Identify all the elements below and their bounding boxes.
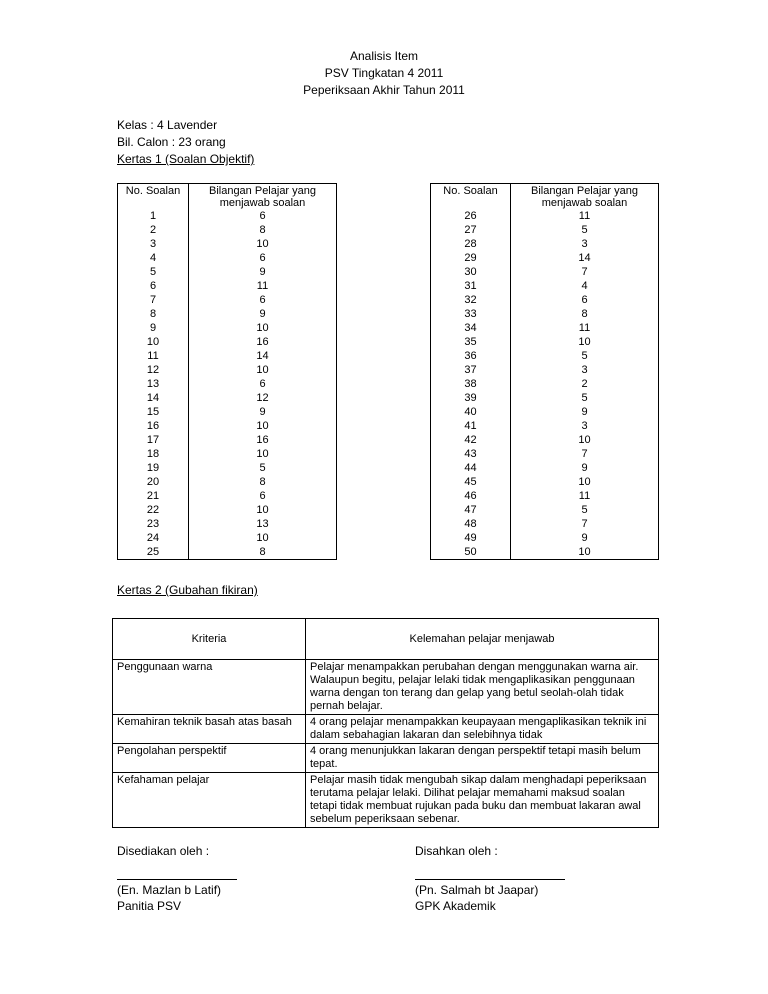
student-count: 9	[511, 461, 659, 475]
table-row	[431, 391, 659, 405]
header-kriteria: Kriteria	[113, 619, 306, 660]
student-count: 3	[511, 419, 659, 433]
question-number: 16	[118, 419, 189, 433]
question-number: 21	[118, 489, 189, 503]
weakness-cell: 4 orang pelajar menampakkan keupayaan mengaplikasikan teknik ini dalam sebahagian lakaran dan selebihnya tidak	[306, 715, 659, 744]
student-count: 5	[511, 223, 659, 237]
student-count: 5	[511, 349, 659, 363]
student-count: 10	[189, 419, 337, 433]
student-count: 11	[511, 489, 659, 503]
question-number: 10	[118, 335, 189, 349]
criteria-row	[113, 773, 659, 828]
question-number: 37	[431, 363, 511, 377]
student-count: 9	[511, 405, 659, 419]
student-count: 5	[189, 461, 337, 475]
table-row	[118, 307, 337, 321]
student-count: 7	[511, 447, 659, 461]
table-row	[118, 349, 337, 363]
question-number: 3	[118, 237, 189, 251]
table-row	[431, 321, 659, 335]
question-number: 7	[118, 293, 189, 307]
table-row	[431, 251, 659, 265]
student-count: 14	[511, 251, 659, 265]
question-number: 5	[118, 265, 189, 279]
criteria-cell: Kemahiran teknik basah atas basah	[113, 715, 306, 744]
question-number: 19	[118, 461, 189, 475]
question-number: 34	[431, 321, 511, 335]
table-row	[118, 489, 337, 503]
student-count: 4	[511, 279, 659, 293]
approved-role: GPK Akademik	[415, 899, 496, 913]
table-row	[431, 293, 659, 307]
student-count: 6	[189, 489, 337, 503]
student-count: 9	[189, 307, 337, 321]
student-count: 5	[511, 503, 659, 517]
table-row	[118, 293, 337, 307]
student-count: 11	[189, 279, 337, 293]
student-count: 3	[511, 237, 659, 251]
student-count: 10	[189, 531, 337, 545]
student-count: 5	[511, 391, 659, 405]
student-count: 6	[189, 293, 337, 307]
approved-name: (Pn. Salmah bt Jaapar)	[415, 883, 539, 897]
prepared-name: (En. Mazlan b Latif)	[117, 883, 222, 897]
student-count: 9	[189, 265, 337, 279]
prepared-label: Disediakan oleh :	[117, 844, 210, 858]
criteria-cell: Pengolahan perspektif	[113, 744, 306, 773]
table-row	[431, 461, 659, 475]
student-count: 10	[511, 335, 659, 349]
table-row	[118, 419, 337, 433]
question-number: 20	[118, 475, 189, 489]
student-count: 10	[189, 321, 337, 335]
question-number: 28	[431, 237, 511, 251]
student-count: 6	[189, 377, 337, 391]
weakness-cell: Pelajar masih tidak mengubah sikap dalam menghadapi peperiksaan terutama pelajar lelaki. Dilihat pelajar memahami maksud soalan tetapi tidak membuat rujukan pada buku dan membuat lakaran awal sebelum peperiksaan sebenar.	[306, 773, 659, 828]
kertas1-table-left	[117, 183, 337, 560]
table-row	[431, 531, 659, 545]
question-number: 4	[118, 251, 189, 265]
table-row	[118, 363, 337, 377]
student-count: 6	[189, 251, 337, 265]
question-number: 17	[118, 433, 189, 447]
table-row	[431, 209, 659, 223]
student-count: 8	[189, 223, 337, 237]
kertas1-heading: Kertas 1 (Soalan Objektif)	[117, 152, 255, 166]
question-number: 12	[118, 363, 189, 377]
doc-subtitle: PSV Tingkatan 4 2011	[324, 66, 444, 80]
question-number: 1	[118, 209, 189, 223]
student-count: 16	[189, 433, 337, 447]
student-count: 11	[511, 209, 659, 223]
table-row	[431, 433, 659, 447]
prepared-role: Panitia PSV	[117, 899, 182, 913]
question-number: 24	[118, 531, 189, 545]
student-count: 11	[511, 321, 659, 335]
question-number: 45	[431, 475, 511, 489]
table-row	[118, 377, 337, 391]
student-count: 7	[511, 517, 659, 531]
weakness-cell: Pelajar menampakkan perubahan dengan menggunakan warna air. Walaupun begitu, pelajar lelaki tidak mengaplikasikan penggunaan warna dengan ton terang dan gelap yang betul seolah-olah tidak pernah belajar.	[306, 660, 659, 715]
student-count: 16	[189, 335, 337, 349]
question-number: 47	[431, 503, 511, 517]
table-row	[118, 237, 337, 251]
header-no-soalan: No. Soalan	[118, 184, 189, 210]
header-kelemahan: Kelemahan pelajar menjawab	[306, 619, 659, 660]
table-row	[118, 433, 337, 447]
question-number: 38	[431, 377, 511, 391]
question-number: 48	[431, 517, 511, 531]
student-count: 9	[189, 405, 337, 419]
table-row	[431, 517, 659, 531]
calon-text: Bil. Calon : 23 orang	[117, 135, 226, 149]
signature-approved	[415, 843, 565, 914]
question-number: 43	[431, 447, 511, 461]
kelas-text: Kelas : 4 Lavender	[117, 118, 218, 132]
criteria-row	[113, 744, 659, 773]
question-number: 26	[431, 209, 511, 223]
question-number: 31	[431, 279, 511, 293]
question-number: 11	[118, 349, 189, 363]
table-row	[431, 237, 659, 251]
student-count: 2	[511, 377, 659, 391]
table-row	[118, 405, 337, 419]
table-row	[431, 377, 659, 391]
question-number: 40	[431, 405, 511, 419]
student-count: 10	[189, 503, 337, 517]
criteria-cell: Penggunaan warna	[113, 660, 306, 715]
table-row	[118, 391, 337, 405]
question-number: 50	[431, 545, 511, 560]
criteria-row	[113, 660, 659, 715]
student-count: 8	[189, 475, 337, 489]
weakness-cell: 4 orang menunjukkan lakaran dengan perspektif tetapi masih belum tepat.	[306, 744, 659, 773]
table-row	[431, 447, 659, 461]
header-bilangan: Bilangan Pelajar yang menjawab soalan	[511, 184, 659, 210]
header-no-soalan: No. Soalan	[431, 184, 511, 210]
question-number: 35	[431, 335, 511, 349]
table-row	[431, 363, 659, 377]
student-count: 10	[189, 447, 337, 461]
table-row	[118, 335, 337, 349]
table-row	[431, 223, 659, 237]
table-row	[431, 475, 659, 489]
criteria-cell: Kefahaman pelajar	[113, 773, 306, 828]
student-count: 10	[189, 363, 337, 377]
signature-prepared	[117, 843, 237, 914]
student-count: 6	[189, 209, 337, 223]
student-count: 6	[511, 293, 659, 307]
student-count: 9	[511, 531, 659, 545]
header-bilangan: Bilangan Pelajar yang menjawab soalan	[189, 184, 337, 210]
table-row	[431, 279, 659, 293]
table-row	[118, 321, 337, 335]
question-number: 30	[431, 265, 511, 279]
question-number: 13	[118, 377, 189, 391]
table-row	[118, 517, 337, 531]
question-number: 14	[118, 391, 189, 405]
document-header	[0, 48, 768, 99]
question-number: 22	[118, 503, 189, 517]
student-count: 10	[189, 237, 337, 251]
question-number: 46	[431, 489, 511, 503]
student-count: 8	[189, 545, 337, 560]
student-count: 10	[511, 475, 659, 489]
question-number: 25	[118, 545, 189, 560]
question-number: 33	[431, 307, 511, 321]
doc-title: Analisis Item	[349, 49, 419, 63]
table-row	[118, 251, 337, 265]
question-number: 9	[118, 321, 189, 335]
student-count: 10	[511, 433, 659, 447]
table-row	[431, 503, 659, 517]
kertas2-heading: Kertas 2 (Gubahan fikiran)	[117, 583, 258, 597]
table-row	[118, 209, 337, 223]
question-number: 41	[431, 419, 511, 433]
question-number: 15	[118, 405, 189, 419]
question-number: 39	[431, 391, 511, 405]
question-number: 29	[431, 251, 511, 265]
question-number: 44	[431, 461, 511, 475]
question-number: 6	[118, 279, 189, 293]
table-row	[118, 279, 337, 293]
question-number: 42	[431, 433, 511, 447]
student-count: 8	[511, 307, 659, 321]
question-number: 2	[118, 223, 189, 237]
table-row	[431, 489, 659, 503]
question-number: 8	[118, 307, 189, 321]
table-row	[431, 307, 659, 321]
question-number: 32	[431, 293, 511, 307]
table-row	[118, 447, 337, 461]
student-count: 13	[189, 517, 337, 531]
table-row	[118, 545, 337, 560]
signature-line	[117, 879, 237, 880]
table-row	[118, 475, 337, 489]
student-count: 14	[189, 349, 337, 363]
student-count: 7	[511, 265, 659, 279]
table-row	[118, 531, 337, 545]
student-count: 12	[189, 391, 337, 405]
question-number: 18	[118, 447, 189, 461]
question-number: 36	[431, 349, 511, 363]
student-count: 3	[511, 363, 659, 377]
table-row	[118, 503, 337, 517]
table-row	[118, 461, 337, 475]
question-number: 23	[118, 517, 189, 531]
table-row	[431, 405, 659, 419]
approved-label: Disahkan oleh :	[415, 844, 498, 858]
table-row	[431, 335, 659, 349]
question-number: 27	[431, 223, 511, 237]
table-row	[118, 265, 337, 279]
class-info	[117, 117, 254, 168]
criteria-row	[113, 715, 659, 744]
signature-line	[415, 879, 565, 880]
table-row	[431, 265, 659, 279]
table-row	[431, 419, 659, 433]
table-row	[431, 349, 659, 363]
table-row	[431, 545, 659, 560]
table-row	[118, 223, 337, 237]
question-number: 49	[431, 531, 511, 545]
kertas2-table	[112, 618, 659, 828]
student-count: 10	[511, 545, 659, 560]
doc-exam: Peperiksaan Akhir Tahun 2011	[303, 83, 465, 97]
kertas1-table-right	[430, 183, 659, 560]
